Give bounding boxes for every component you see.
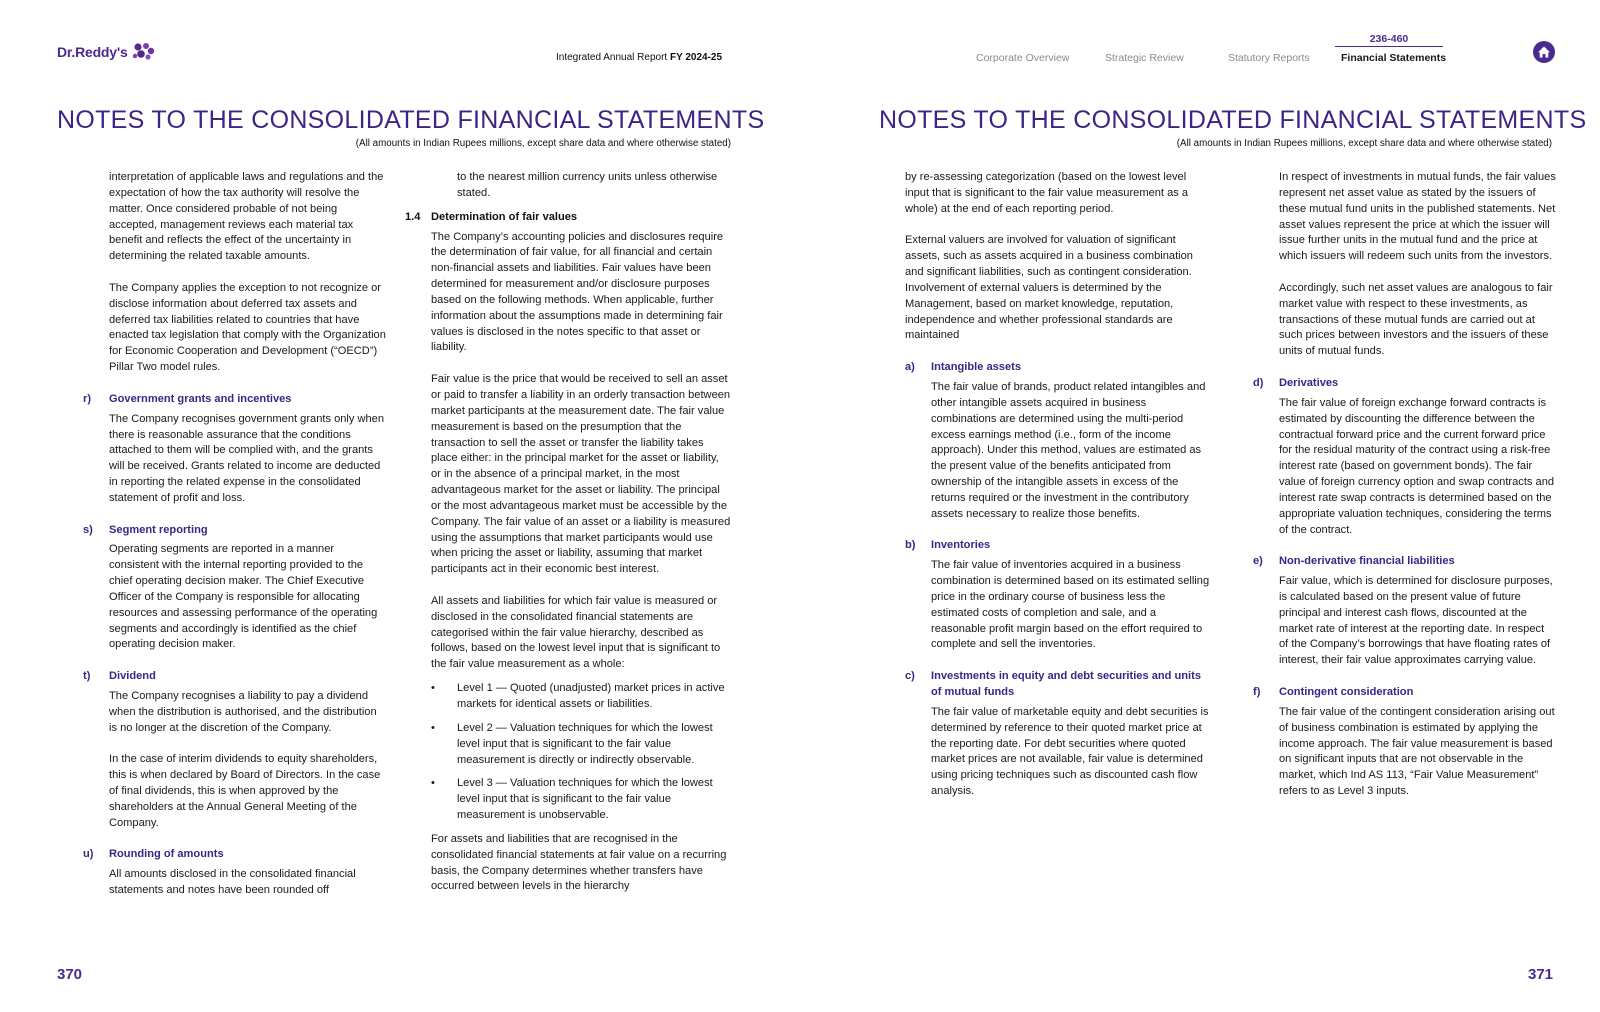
right-column-1 — [905, 170, 1210, 816]
bullet: • — [431, 777, 435, 790]
paragraph: interpretation of applicable laws and regulations and the expectation of how the tax authority will resolve the matter. Once considered probable of not being accepted, management reviews each material tax benefit and reflects the effect of the uncertainty in determining the related taxable amounts. — [109, 171, 384, 263]
nav-corporate-overview[interactable]: Corporate Overview — [976, 52, 1070, 64]
nav-financial-statements[interactable]: Financial Statements — [1341, 52, 1447, 64]
list-item: • Level 3 — Valuation techniques for which the lowest level input that is significant to the fair value measurement is unobservable. — [431, 777, 713, 822]
left-page-title: NOTES TO THE CONSOLIDATED FINANCIAL STATEMENTS — [57, 106, 765, 134]
section-derivatives — [1253, 376, 1556, 538]
bullet: • — [431, 721, 435, 734]
paragraph: The fair value of the contingent consideration arising out of business combination is estimated by applying the income approach. The fair value measurement is based on significant inputs that are not observable in the market, which Ind AS 113, “Fair Value Measurement” refers to as Level 3 inputs. — [1279, 705, 1555, 798]
right-column-2 — [1253, 170, 1556, 816]
section-heading: Investments in equity and debt securities and units of mutual funds — [931, 670, 1202, 698]
section-heading: Non-derivative financial liabilities — [1279, 555, 1455, 568]
section-label: b) — [905, 539, 916, 552]
subsection-heading — [405, 210, 731, 226]
report-year: FY 2024-25 — [669, 52, 723, 63]
subsection-number: 1.4 — [405, 210, 421, 223]
section-label: t) — [83, 670, 91, 683]
left-column-2 — [405, 170, 731, 911]
section-non-derivative-liabilities — [1253, 554, 1556, 669]
section-heading: Inventories — [931, 539, 991, 552]
paragraph: by re-assessing categorization (based on the lowest level input that is significant to the fair value measurement as a whole) at the end of each reporting period. — [905, 171, 1189, 215]
paragraph: Fair value is the price that would be received to sell an asset or paid to transfer a liability in an orderly transaction between market participants at the measurement date. The fair value measurement is based on the presumption that the transaction to sell the asset or transfer the liability takes place either: in the principal market for the asset or liability, or in the absence of a principal market, in the most advantageous market for the asset or liability. The principal or the most advantageous market must be accessible by the Company. The fair value of an asset or a liability is measured using the assumptions that market participants would use when pricing the asset or liability, assuming that market participants act in their economic best interest. — [431, 373, 731, 576]
bullet: • — [431, 682, 435, 695]
section-heading: Intangible assets — [931, 361, 1022, 374]
home-button[interactable] — [1532, 40, 1556, 64]
section-inventories — [905, 538, 1210, 653]
paragraph: For assets and liabilities that are recognised in the consolidated financial statements at fair value on a recurring basis, the Company determines whether transfers have occurred between levels in the hierarchy — [431, 832, 727, 893]
section-label: c) — [905, 670, 915, 683]
paragraph: All amounts disclosed in the consolidated financial statements and notes have been rounded off — [109, 868, 356, 897]
paragraph: The Company applies the exception to not recognize or disclose information about deferred tax assets and deferred tax liabilities related to countries that have enacted tax legislation that comply with the Organization for Economic Cooperation and Development (“OECD”) Pillar Two model rules. — [109, 281, 386, 374]
paragraph: In the case of interim dividends to equity shareholders, this is when declared by Board of Directors. In the case of final dividends, this is when approved by the shareholders at the Annual General Meeting of the Company. — [109, 753, 381, 829]
fair-value-levels-list — [431, 681, 731, 824]
section-contingent-consideration — [1253, 685, 1556, 800]
section-government-grants — [83, 392, 387, 507]
paragraph: In respect of investments in mutual funds, the fair values represent net asset value as stated by the issuers of these mutual fund units in the published statements. Net asset values represent the price at which the issuer will issue further units in the mutual fund and the price at which issuers will redeem such units from the investors. — [1279, 171, 1556, 263]
company-logo[interactable] — [57, 42, 155, 62]
report-title: Integrated Annual Report FY 2024-25 — [556, 52, 723, 63]
section-label: d) — [1253, 376, 1264, 389]
right-page-number: 371 — [1528, 966, 1554, 983]
paragraph: The fair value of brands, product related intangibles and other intangible assets acquired in business combinations are determined using the multi-period excess earnings method (i.e., form of the income approach). Under this method, values are estimated as the present value of the benefits anticipated from ownership of the intangible assets in excess of the returns required or the investment in the contributory assets necessary to realize those benefits. — [931, 380, 1206, 520]
section-segment-reporting — [83, 523, 387, 654]
paragraph: to the nearest million currency units unless otherwise stated. — [457, 171, 718, 199]
left-column-1 — [83, 170, 387, 915]
logo-mark-icon — [131, 42, 155, 62]
paragraph: The fair value of foreign exchange forward contracts is estimated by discounting the difference between the contractual forward price and the current forward price for the residual maturity of the contract using a risk-free interest rate (based on government bonds). The fair value of foreign currency option and swap contracts and interest rate swap contracts is determined based on the appropriate valuation techniques, considering the terms of the contract. — [1279, 396, 1555, 536]
section-label: e) — [1253, 555, 1263, 568]
list-item: • Level 1 — Quoted (unadjusted) market prices in active markets for identical assets or liabilities. — [431, 682, 725, 710]
nav-statutory-reports[interactable]: Statutory Reports — [1228, 52, 1310, 64]
paragraph: The Company recognises government grants only when there is reasonable assurance that the conditions attached to them will be complied with, and the grants will be received. Grants related to income are deducted in reporting the related expense in the consolidated statement of profit and loss. — [109, 412, 385, 504]
section-intangible-assets — [905, 360, 1210, 522]
right-page-title: NOTES TO THE CONSOLIDATED FINANCIAL STATEMENTS — [879, 106, 1587, 134]
list-item: • Level 2 — Valuation techniques for which the lowest level input that is significant to the fair value measurement is directly or indirectly observable. — [431, 721, 713, 766]
section-label: f) — [1253, 686, 1261, 698]
section-heading: Dividend — [109, 670, 156, 683]
section-heading: Derivatives — [1279, 376, 1339, 389]
section-dividend — [83, 669, 387, 831]
paragraph: Fair value, which is determined for disclosure purposes, is calculated based on the present value of future principal and interest cash flows, discounted at the market rate of interest at the reporting date. In respect of the Company’s borrowings that have floating rates of interest, their fair value approximates carrying value. — [1279, 575, 1553, 667]
left-page-subtitle: (All amounts in Indian Rupees millions, except share data and where otherwise stated) — [355, 138, 731, 149]
paragraph: Operating segments are reported in a manner consistent with the internal reporting provided to the chief operating decision maker. The Chief Executive Officer of the Company is responsible for allocating resources and assessing performance of the operating segments and accordingly is identified as the chief operating decision maker. — [109, 543, 378, 651]
paragraph: The fair value of inventories acquired in a business combination is determined based on its estimated selling price in the ordinary course of business less the estimated costs of completion and sale, and a reasonable profit margin based on the effort required to complete and sell the inventories. — [931, 559, 1210, 651]
nav-strategic-review[interactable]: Strategic Review — [1105, 52, 1184, 64]
paragraph: The Company recognises a liability to pay a dividend when the distribution is authorised, and the distribution is no longer at the discretion of the Company. — [109, 690, 377, 734]
logo-text: Dr.Reddy's — [57, 44, 128, 60]
section-rounding-of-amounts — [83, 847, 387, 899]
left-page-number: 370 — [57, 966, 83, 983]
section-label: u) — [83, 848, 94, 861]
section-label: s) — [83, 523, 93, 536]
section-label: a) — [905, 361, 915, 374]
home-icon — [1532, 40, 1556, 64]
nav-page-range: 236-460 — [1335, 33, 1443, 47]
subsection-title: Determination of fair values — [431, 210, 578, 223]
right-page-subtitle: (All amounts in Indian Rupees millions, except share data and where otherwise stated) — [1176, 138, 1552, 149]
paragraph: External valuers are involved for valuation of significant assets, such as assets acquired in a business combination and significant liabilities, such as contingent consideration. Involvement of external valuers is determined by the Management, based on market knowledge, reputation, independence and whether professional standards are maintained — [905, 234, 1193, 342]
section-label: r) — [83, 392, 92, 405]
section-heading: Segment reporting — [109, 523, 208, 536]
section-heading: Contingent consideration — [1279, 686, 1414, 698]
paragraph: The Company’s accounting policies and disclosures require the determination of fair value, for all financial and certain non-financial assets and liabilities. Fair values have been determined for measurement and/or disclosure purposes based on the following methods. When applicable, further information about the assumptions made in determining fair values is disclosed in the notes specific to that asset or liability. — [431, 230, 724, 354]
section-heading: Rounding of amounts — [109, 848, 224, 861]
section-heading: Government grants and incentives — [109, 392, 292, 405]
section-investments — [905, 669, 1210, 800]
paragraph: The fair value of marketable equity and debt securities is determined by reference to their quoted market price at the reporting date. For debt securities where quoted market prices are not available, fair value is determined using pricing techniques such as discounted cash flow analysis. — [931, 705, 1209, 798]
paragraph: All assets and liabilities for which fair value is measured or disclosed in the consolidated financial statements are categorised within the fair value hierarchy, described as follows, based on the lowest level input that is significant to the fair value measurement as a whole: — [431, 594, 721, 671]
paragraph: Accordingly, such net asset values are analogous to fair market value with respect to these investments, as transactions of these mutual funds are carried out at such prices between investors and the issuers of these units of mutual funds. — [1279, 281, 1553, 358]
